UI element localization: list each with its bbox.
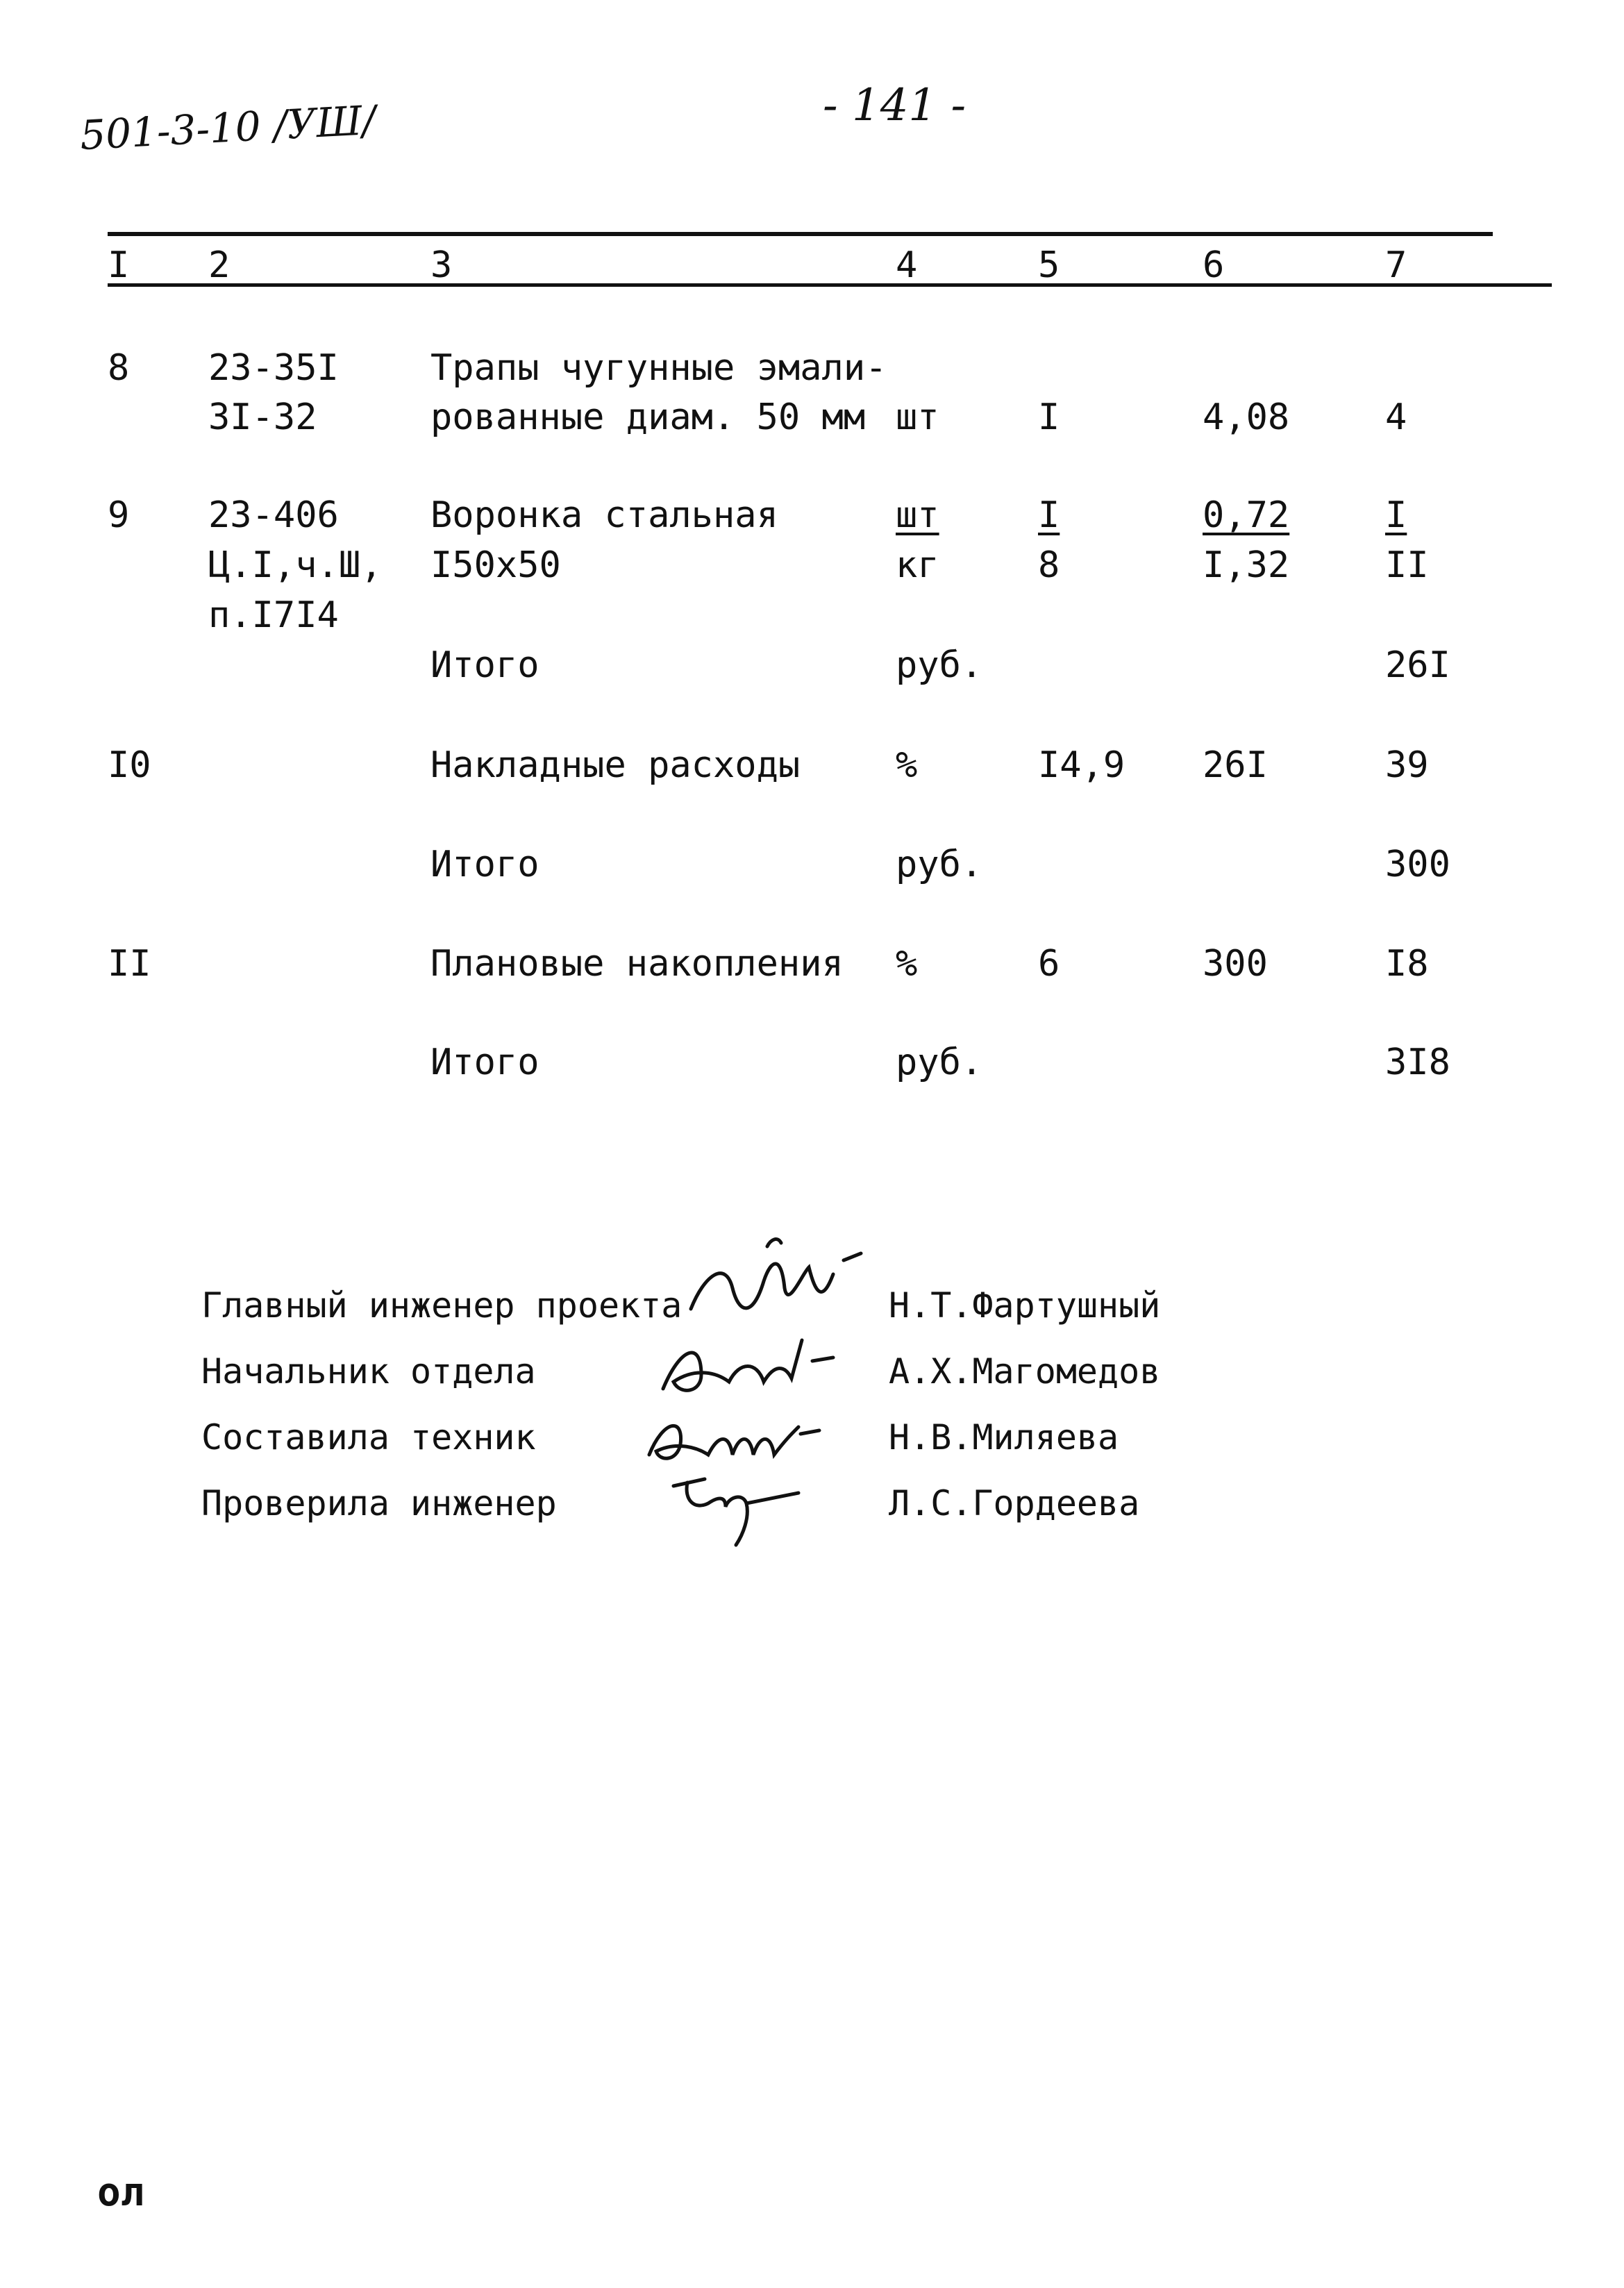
item-name-line: Итого [430, 644, 539, 686]
total-cell: 26I [1385, 644, 1450, 686]
code-line: Ц.I,ч.Ш, [208, 544, 383, 586]
row-number: I0 [108, 744, 151, 786]
item-name-line: Воронка стальная [430, 494, 778, 536]
item-name-line: Итого [430, 1042, 539, 1083]
price-cell: I,32 [1203, 544, 1290, 586]
footer-mark: ол [97, 2170, 144, 2215]
unit-cell: шт [896, 494, 939, 536]
unit-cell: % [896, 943, 918, 985]
price-cell: 300 [1203, 943, 1268, 985]
column-header-1: I [108, 244, 130, 286]
column-header-5: 5 [1038, 244, 1060, 286]
handwritten-signature-2 [653, 1333, 840, 1403]
unit-cell: руб. [896, 1042, 983, 1083]
item-name-line: Итого [430, 844, 539, 885]
unit-cell: кг [896, 544, 939, 586]
quantity-cell: 8 [1038, 544, 1060, 586]
signatory-role: Составила техник [201, 1417, 536, 1458]
price-cell: 26I [1203, 744, 1268, 786]
unit-cell: шт [896, 396, 939, 438]
signatory-role: Начальник отдела [201, 1351, 536, 1392]
total-cell: I8 [1385, 943, 1429, 985]
column-header-7: 7 [1385, 244, 1407, 286]
handwritten-signature-1 [684, 1233, 864, 1337]
item-name-line: I50x50 [430, 544, 561, 586]
row-number: II [108, 943, 151, 985]
signatory-name: А.Х.Магомедов [889, 1351, 1161, 1392]
unit-cell: руб. [896, 644, 983, 686]
item-name-line: Плановые накопления [430, 943, 844, 985]
total-cell: II [1385, 544, 1429, 586]
total-cell: 4 [1385, 396, 1407, 438]
document-code: 501-3-10 /УШ/ [78, 96, 377, 160]
total-cell: 39 [1385, 744, 1429, 786]
row-number: 8 [108, 347, 130, 389]
quantity-cell: 6 [1038, 943, 1060, 985]
signatory-name: Н.В.Миляева [889, 1417, 1119, 1458]
column-header-6: 6 [1203, 244, 1225, 286]
table-top-rule [108, 232, 1493, 236]
total-cell: 3I8 [1385, 1042, 1450, 1083]
total-cell: 300 [1385, 844, 1450, 885]
column-header-4: 4 [896, 244, 918, 286]
row-number: 9 [108, 494, 130, 536]
signatory-role: Проверила инженер [201, 1483, 557, 1523]
item-name-line: Трапы чугунные эмали- [430, 347, 887, 389]
signatory-name: Н.Т.Фартушный [889, 1285, 1161, 1326]
signatory-name: Л.С.Гордеева [889, 1483, 1140, 1523]
total-cell: I [1385, 494, 1407, 536]
code-line: 23-35I [208, 347, 339, 389]
quantity-cell: I4,9 [1038, 744, 1125, 786]
page-number: - 141 - [823, 80, 966, 131]
unit-cell: % [896, 744, 918, 786]
column-header-2: 2 [208, 244, 231, 286]
price-cell: 4,08 [1203, 396, 1290, 438]
code-line: п.I7I4 [208, 594, 339, 636]
item-name-line: рованные диам. 50 мм [430, 396, 866, 438]
handwritten-signature-4 [667, 1465, 805, 1548]
column-header-3: 3 [430, 244, 453, 286]
item-name-line: Накладные расходы [430, 744, 801, 786]
table-header-rule [108, 283, 1552, 287]
quantity-cell: I [1038, 494, 1060, 536]
quantity-cell: I [1038, 396, 1060, 438]
price-cell: 0,72 [1203, 494, 1290, 536]
signatory-role: Главный инженер проекта [201, 1285, 683, 1326]
code-line: 3I-32 [208, 396, 317, 438]
code-line: 23-406 [208, 494, 339, 536]
unit-cell: руб. [896, 844, 983, 885]
